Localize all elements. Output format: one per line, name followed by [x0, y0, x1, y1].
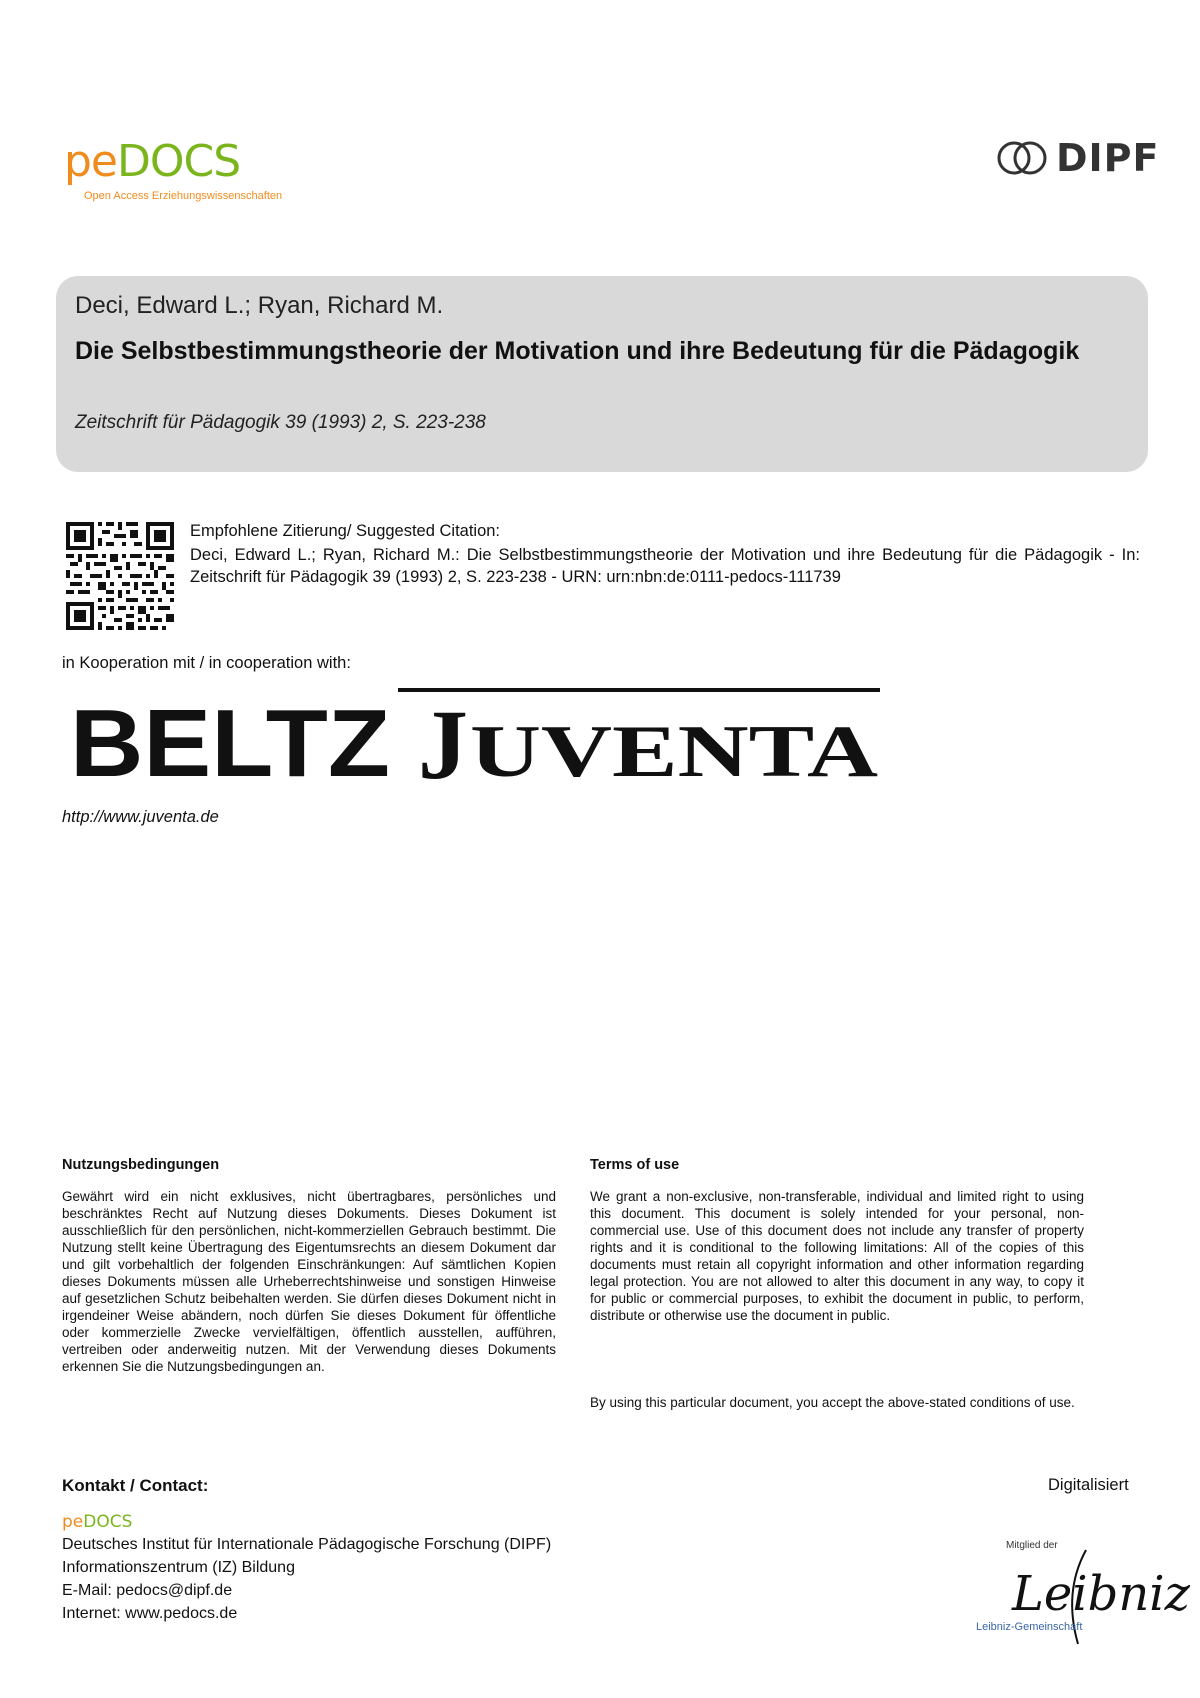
juventa-initial: J: [418, 689, 468, 800]
leibniz-community-text: Leibniz-Gemeinschaft: [976, 1621, 1083, 1633]
citation-text: Deci, Edward L.; Ryan, Richard M.: Die Selbstbestimmungstheorie der Motivation und ihre Bedeutung für die Pädagogik - In: Zeitschrift für Pädagogik 39 (1993) 2, S. 223-238 - URN: urn:nbn:de:0111-pedocs-111739: [190, 546, 1140, 586]
beltz-text: BELTZ: [70, 690, 390, 797]
beltz-juventa-logo: [70, 688, 880, 800]
pedocs-tagline: Open Access Erziehungswissenschaften: [84, 190, 283, 202]
leibniz-member-text: Mitglied der: [1006, 1540, 1058, 1551]
qr-code-icon: [66, 522, 174, 630]
dipf-rings-icon: [996, 140, 1048, 176]
article-authors: Deci, Edward L.; Ryan, Richard M.: [75, 292, 444, 319]
pedocs-logo: peDOCS: [64, 136, 241, 187]
terms-de-heading: Nutzungsbedingungen: [62, 1157, 220, 1173]
digitized-label: Digitalisiert: [1048, 1476, 1129, 1494]
article-title: Die Selbstbestimmungstheorie der Motivation und ihre Bedeutung für die Pädagogik: [75, 337, 1080, 365]
contact-email[interactable]: E-Mail: pedocs@dipf.de: [62, 1582, 233, 1599]
dipf-logo: DIPF: [996, 136, 1160, 180]
terms-en-text: We grant a non-exclusive, non-transferable, individual and limited right to using this document. This document is solely intended for your personal, non-commercial use. Use of this document does not include any transfer of property rights and it is conditional to the following limitations: All of the copies of this documents must retain all copyright information and other information regarding legal protection. You are not allowed to alter this document in any way, to copy it for public or commercial purposes, to exhibit the document in public, to perform, distribute or otherwise use the document in public.: [590, 1189, 1084, 1323]
contact-pedocs-logo: peDOCS: [62, 1512, 133, 1532]
cooperation-label: in Kooperation mit / in cooperation with:: [62, 654, 351, 672]
leibniz-signature: Leibniz: [1012, 1566, 1190, 1622]
article-journal: Zeitschrift für Pädagogik 39 (1993) 2, S. 223-238: [75, 412, 486, 433]
contact-institute: Deutsches Institut für Internationale Pädagogische Forschung (DIPF): [62, 1536, 552, 1553]
leibniz-logo: [966, 1532, 1190, 1652]
terms-en-heading: Terms of use: [590, 1157, 680, 1173]
contact-department: Informationszentrum (IZ) Bildung: [62, 1559, 295, 1576]
contact-website[interactable]: Internet: www.pedocs.de: [62, 1605, 238, 1622]
terms-en-text-acceptance: By using this particular document, you accept the above-stated conditions of use.: [590, 1395, 1075, 1410]
contact-heading: Kontakt / Contact:: [62, 1476, 209, 1495]
citation-heading: Empfohlene Zitierung/ Suggested Citation:: [190, 522, 501, 540]
contact-details: [62, 1533, 551, 1625]
terms-de-text: Gewährt wird ein nicht exklusives, nicht übertragbares, persönliches und beschränktes Recht auf Nutzung dieses Dokuments. Dieses Dokument ist ausschließlich für den persönlichen, nicht-kommerziellen Gebrauch bestimmt. Die Nutzung stellt keine Übertragung des Eigentumsrechts an diesem Dokument dar und gilt vorbehaltlich der folgenden Einschränkungen: Auf sämtlichen Kopien dieses Dokuments müssen alle Urheberrechtshinweise und sonstigen Hinweise auf gesetzlichen Schutz beibehalten werden. Sie dürfen dieses Dokument nicht in irgendeiner Weise abändern, noch dürfen Sie dieses Dokument für öffentliche oder kommerzielle Zwecke vervielfältigen, öffentlich ausstellen, aufführen, vertreiben oder anderweitig nutzen. Mit der Verwendung dieses Dokuments erkennen Sie die Nutzungsbedingungen an.: [62, 1189, 556, 1374]
juventa-text: UVENTA: [470, 711, 878, 793]
juventa-link[interactable]: http://www.juventa.de: [62, 808, 219, 826]
